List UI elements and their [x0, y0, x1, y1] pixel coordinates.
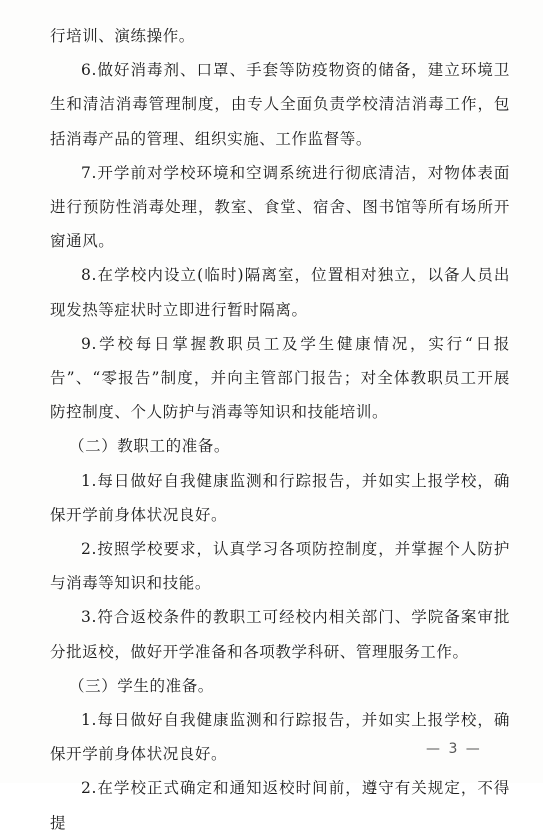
paragraph-item-9: 9.学校每日掌握教职员工及学生健康情况，实行“日报告”、“零报告”制度，并向主管部门报告；对全体教职员工开展防控制度、个人防护与消毒等知识和技能培训。 — [50, 334, 510, 422]
section-heading-staff: （二）教职工的准备。 — [69, 437, 231, 456]
paragraph-item-8: 8.在学校内设立(临时)隔离室，位置相对独立，以备人员出现发热等症状时立即进行暂时隔离。 — [50, 266, 510, 319]
paragraph-staff-3: 3.符合返校条件的教职工可经校内相关部门、学院备案审批分批返校，做好开学准备和各项教学科研、管理服务工作。 — [50, 608, 510, 661]
document-body — [50, 19, 510, 840]
paragraph-student-2: 2.在学校正式确定和通知返校时间前，遵守有关规定，不得提 — [50, 779, 510, 832]
section-heading-students: （三）学生的准备。 — [69, 676, 214, 695]
paragraph-item-6: 6.做好消毒剂、口罩、手套等防疫物资的储备，建立环境卫生和清洁消毒管理制度，由专人全面负责学校清洁消毒工作，包括消毒产品的管理、组织实施、工作监督等。 — [50, 61, 510, 148]
paragraph-staff-2: 2.按照学校要求，认真学习各项防控制度，并掌握个人防护与消毒等知识和技能。 — [50, 540, 510, 593]
page-number: — 3 — — [426, 741, 482, 757]
paragraph-item-7: 7.开学前对学校环境和空调系统进行彻底清洁，对物体表面进行预防性消毒处理，教室、食堂、宿舍、图书馆等所有场所开窗通风。 — [50, 163, 510, 251]
paragraph-student-1: 1.每日做好自我健康监测和行踪报告，并如实上报学校，确保开学前身体状况良好。 — [50, 711, 510, 764]
paragraph-continuation: 行培训、演练操作。 — [50, 27, 195, 45]
paragraph-staff-1: 1.每日做好自我健康监测和行踪报告，并如实上报学校，确保开学前身体状况良好。 — [50, 471, 510, 524]
